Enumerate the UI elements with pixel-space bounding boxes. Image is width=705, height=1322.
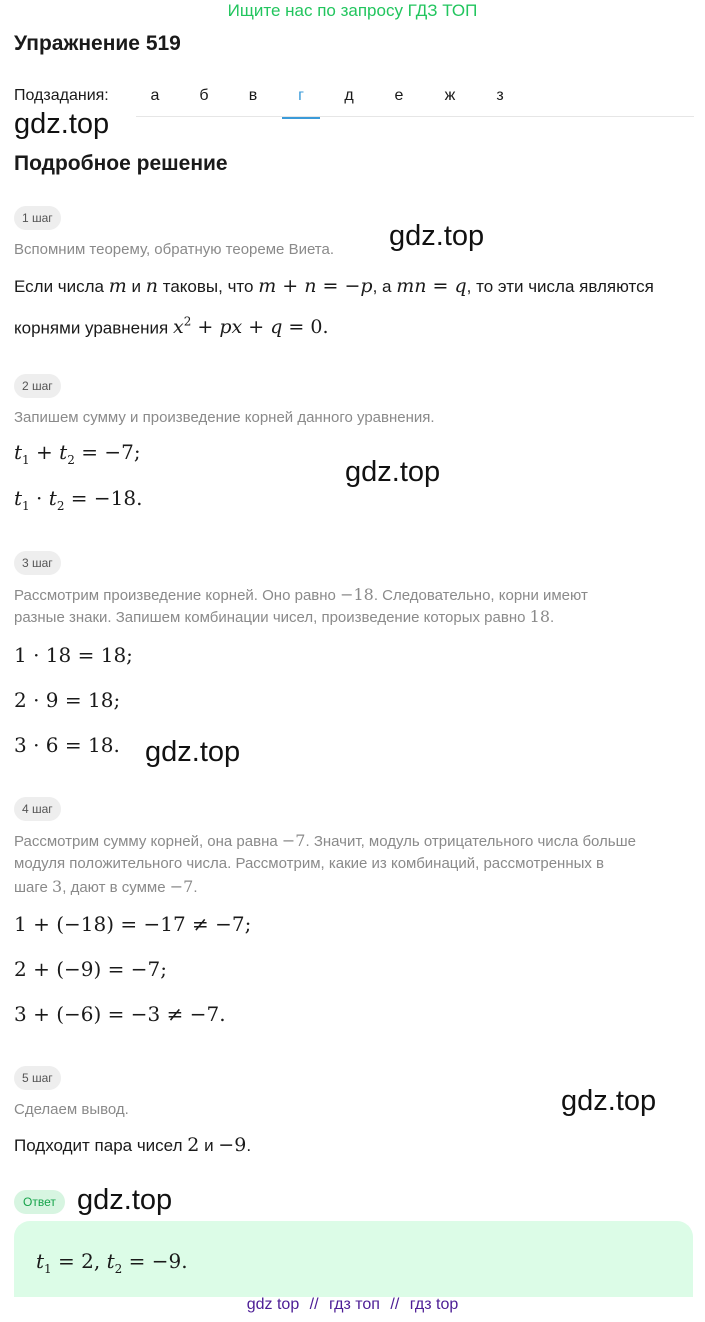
equation: $t_1 + t_2 = -7$; xyxy=(14,440,141,467)
step-text xyxy=(14,268,654,305)
watermark: gdz.top xyxy=(145,736,241,768)
subnav-label: Подзадания: xyxy=(14,87,109,104)
footer-separator: // xyxy=(390,1296,400,1313)
answer-equation: $t_1 = 2$, $t_2 = -9$. xyxy=(36,1249,188,1276)
step-text-part: таковы, что xyxy=(162,277,254,296)
equation: 3 + (−6) = −3 ≠ −7. xyxy=(14,1002,226,1026)
equation: 3 · 6 = 18. xyxy=(14,733,120,757)
step-hint: Запишем сумму и произведение корней данного уравнения. xyxy=(14,409,435,426)
step-text-part: , то эти числа являются xyxy=(466,277,654,296)
step-text-part: и xyxy=(131,277,142,296)
equation: 2 + (−9) = −7; xyxy=(14,957,167,981)
watermark: gdz.top xyxy=(345,456,441,488)
step-text-part: корнями уравнения xyxy=(14,318,169,338)
step-text-part: Если числа xyxy=(14,277,105,296)
footer-link[interactable]: гдз top xyxy=(409,1296,459,1313)
watermark: gdz.top xyxy=(389,220,485,252)
math-value: 18 xyxy=(529,607,550,626)
step-badge: 4 шаг xyxy=(14,797,61,821)
page-title: Упражнение 519 xyxy=(14,32,181,55)
subtab-d[interactable]: д xyxy=(344,87,354,104)
subtab-zh[interactable]: ж xyxy=(444,87,456,104)
equation: 1 + (−18) = −17 ≠ −7; xyxy=(14,912,252,936)
equation: 2 · 9 = 18; xyxy=(14,688,121,712)
math-expr: m xyxy=(108,275,127,297)
subtab-e[interactable]: е xyxy=(394,87,404,104)
equation: $t_1 \cdot t_2 = -18$. xyxy=(14,486,143,513)
watermark: gdz.top xyxy=(561,1085,657,1117)
subtask-nav xyxy=(14,84,694,118)
step-hint: модуля положительного числа. Рассмотрим, какие из комбинаций, рассмотренных в xyxy=(14,855,605,872)
math-value: −7 xyxy=(281,831,306,850)
subtab-g[interactable]: г xyxy=(282,87,320,119)
equation: 1 · 18 = 18; xyxy=(14,643,133,667)
math-value: 3 xyxy=(52,877,63,896)
subtab-a[interactable]: а xyxy=(150,87,160,104)
step-hint xyxy=(14,584,588,607)
hint-part: . Следовательно, корни имеют xyxy=(373,587,588,604)
step-badge: 5 шаг xyxy=(14,1066,61,1090)
subtab-z[interactable]: з xyxy=(496,87,504,104)
step-text-part: и xyxy=(204,1136,214,1155)
step-badge: 2 шаг xyxy=(14,374,61,398)
step-text xyxy=(14,304,329,346)
subtab-b[interactable]: б xyxy=(199,87,209,104)
hint-part: разные знаки. Запишем комбинации чисел, произведение которых равно xyxy=(14,609,526,626)
footer-link[interactable]: gdz top xyxy=(246,1296,300,1313)
step-hint: Сделаем вывод. xyxy=(14,1101,129,1118)
answer-box xyxy=(14,1221,693,1297)
math-expr: mn = q xyxy=(396,275,467,297)
subtab-v[interactable]: в xyxy=(248,87,258,104)
step-badge: 1 шаг xyxy=(14,206,61,230)
step-hint: разные знаки. Запишем комбинации чисел, произведение которых равно 18. xyxy=(14,607,555,626)
math-expr: n xyxy=(145,275,158,297)
footer-separator: // xyxy=(309,1296,319,1313)
hint-part: Рассмотрим произведение корней. Оно равно xyxy=(14,587,336,604)
math-value: 2 xyxy=(187,1134,200,1156)
step-text-part: , а xyxy=(372,277,392,296)
math-value: −9 xyxy=(218,1134,247,1156)
answer-badge: Ответ xyxy=(14,1190,65,1214)
math-expr: m + n = −p xyxy=(258,275,373,297)
step-text-part: Подходит пара чисел xyxy=(14,1136,183,1155)
math-expr: $x^2$ + px + q = 0. xyxy=(172,315,329,339)
promo-banner[interactable]: Ищите нас по запросу ГДЗ ТОП xyxy=(227,1,478,20)
math-value: −7 xyxy=(169,877,194,896)
step-hint xyxy=(14,830,636,853)
solution-heading: Подробное решение xyxy=(14,152,228,175)
hint-part: шаге xyxy=(14,879,48,896)
hint-part: . Значит, модуль отрицательного числа больше xyxy=(305,833,636,850)
math-value: −18 xyxy=(340,585,374,604)
footer-links xyxy=(0,1296,705,1314)
step-text: Подходит пара чисел 2 и −9. xyxy=(14,1134,252,1156)
watermark: gdz.top xyxy=(14,108,110,140)
step-badge: 3 шаг xyxy=(14,551,61,575)
step-hint: шаге 3, дают в сумме −7. xyxy=(14,877,198,896)
hint-part: , дают в сумме xyxy=(62,879,166,896)
hint-part: Рассмотрим сумму корней, она равна xyxy=(14,833,278,850)
step-hint: Вспомним теорему, обратную теореме Виета. xyxy=(14,241,335,258)
footer-link[interactable]: гдз топ xyxy=(329,1296,380,1313)
watermark: gdz.top xyxy=(77,1184,173,1216)
